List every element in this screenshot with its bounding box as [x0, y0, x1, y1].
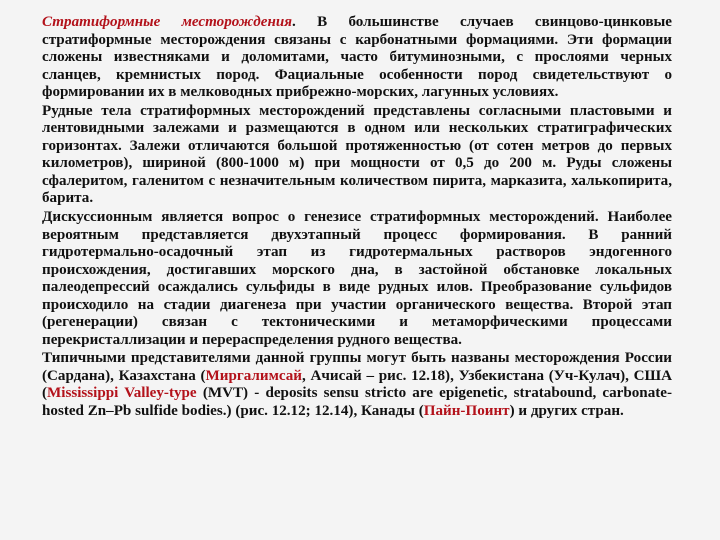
paragraph-text: Дискуссионным является вопрос о генезисе стратиформных месторождений. Наиболее вероятным представляется двухэтапный процесс формирования. В ранний гидротермально-осадочный этап из гидротермальных растворов эндогенного происхождения, достигавших морского дна, в застойной обстановке локальных палеодепрессий осаждались сульфиды в виде рудных илов. Преобразование сульфидов происходило на стадии диагенеза при участии органического вещества. Второй этап (регенерации) связан с тектоническими и метаморфическими процессами перекристаллизации и перераспределения рудного вещества.	[42, 209, 672, 348]
paragraph-genesis	[42, 209, 672, 349]
paragraph-text: (MVT) - deposits sensu stricto are epigenetic, stratabound, carbonate-hosted Zn–Pb sulfide bodies.) (рис. 12.12; 12.14), Канады (	[42, 385, 673, 420]
paragraph-examples	[42, 350, 672, 420]
document-body	[42, 14, 672, 421]
paragraph-text: ) и других стран.	[509, 403, 624, 420]
paragraph-text: Рудные тела стратиформных месторождений представлены согласными пластовыми и лентовидными залежами и размещаются в одном или нескольких стратиграфических горизонтах. Залежи отличаются большой протяженностью (от сотен метров до первых километров), шириной (800-1000 м) при мощности от 0,5 до 200 м. Руды сложены сфалеритом, галенитом с незначительным количеством пирита, марказита, халькопирита, барита.	[42, 102, 672, 207]
paragraph-text: Типичными представителями данной группы могут быть названы месторождения России (Сардана), Казахстана (	[42, 350, 672, 384]
term-stratiform-deposits: Стратиформные месторождения	[42, 14, 293, 30]
deposit-type-mvt: Mississippi Valley-type	[47, 385, 197, 402]
deposit-name-pine-point: Пайн-Поинт	[423, 403, 510, 420]
paragraph-text: . В большинстве случаев свинцово-цинковые стратиформные месторождения связаны с карбонатными формациями. Эти формации сложены известняками и доломитами, часто битуминозными, с прослоями черных сланцев, кремнистых пород. Фациальные особенности пород свидетельствуют о формировании их в мелководных прибрежно-морских, лагунных условиях.	[42, 14, 672, 101]
paragraph-intro	[42, 14, 672, 102]
paragraph-ore-bodies	[42, 103, 672, 208]
paragraph-text: , Ачисай – рис. 12.18), Узбекистана (Уч-Кулач), США (	[42, 367, 672, 402]
deposit-name-mirgalimsai: Миргалимсай	[205, 367, 302, 384]
